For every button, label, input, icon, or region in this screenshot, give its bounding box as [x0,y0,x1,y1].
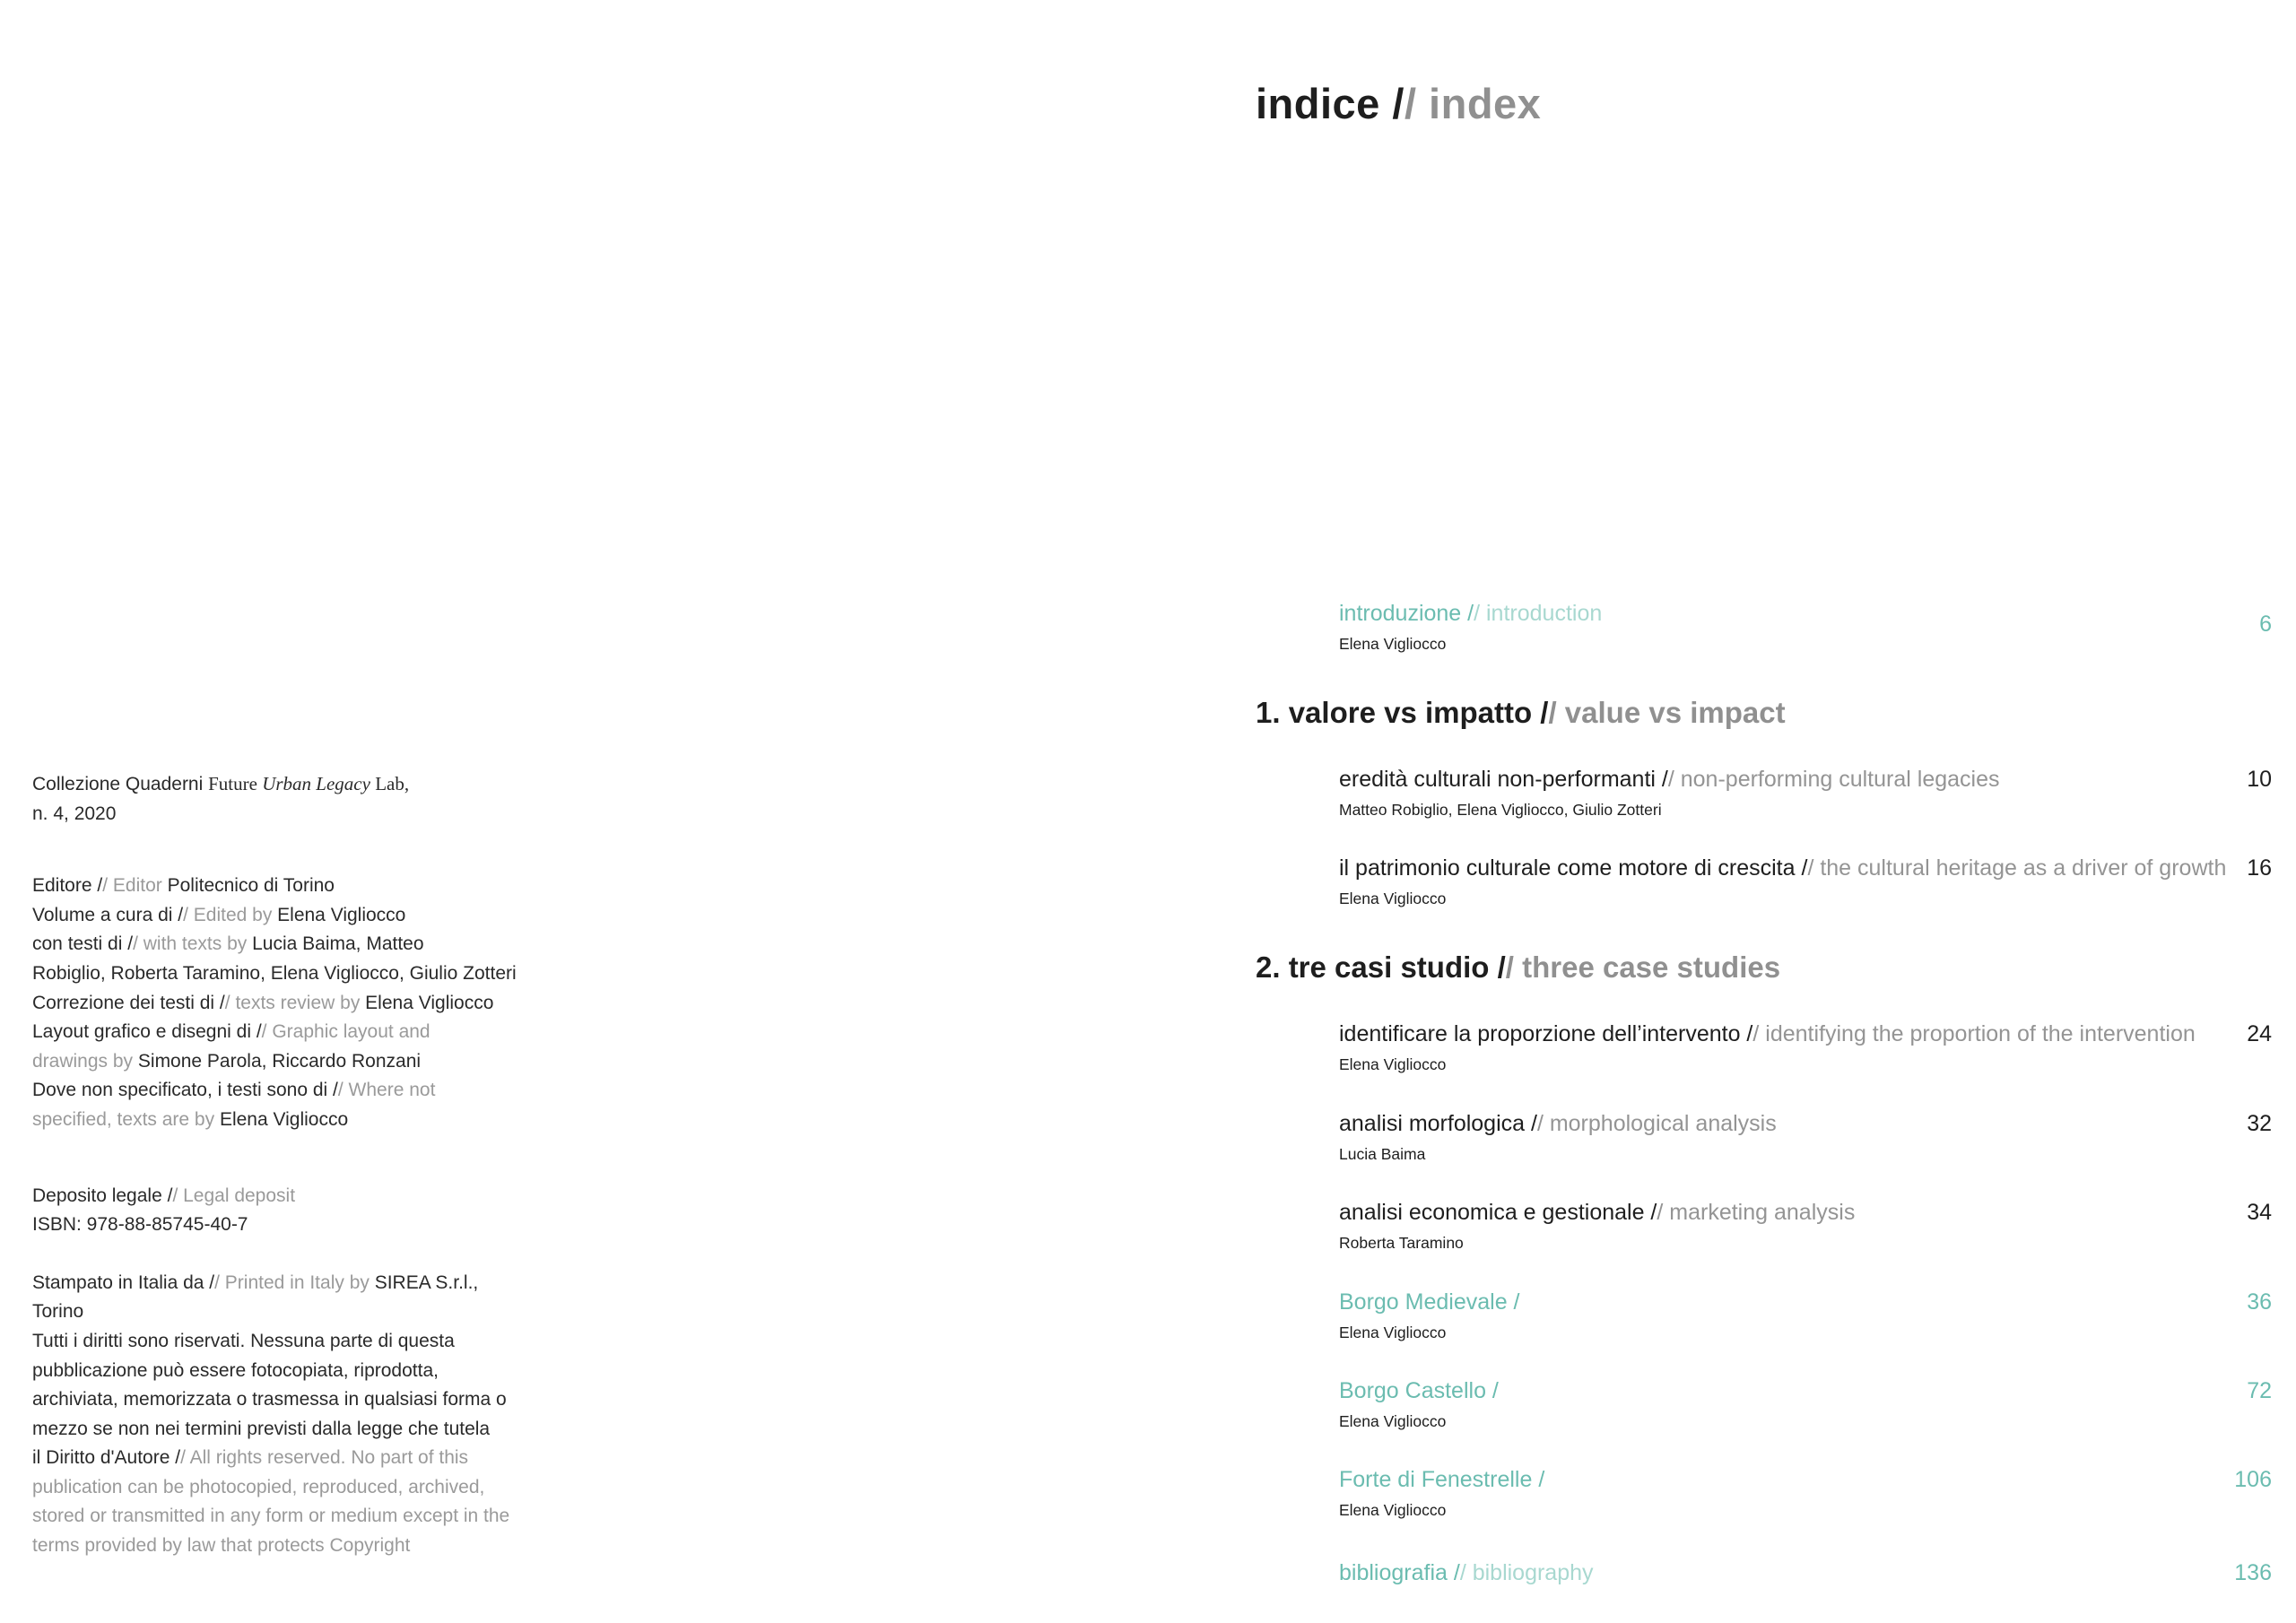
entry-page: 36 [2247,1289,2272,1315]
testi-line-2: Robiglio, Roberta Taramino, Elena Vigliocco, Giulio Zotteri [32,962,517,984]
entry-author: Elena Vigliocco [1339,1055,1447,1073]
toc-entry-bibliografia[interactable]: bibliografia // bibliography 136 [1339,1560,2272,1585]
entry-page: 24 [2247,1021,2272,1046]
series-future: Future [208,773,263,794]
entry-author: Roberta Taramino [1339,1234,1464,1252]
entry-author: Lucia Baima [1339,1145,1426,1163]
entry-author: Matteo Robiglio, Elena Vigliocco, Giulio Zotteri [1339,801,1662,819]
toc-entry-borgo-castello[interactable]: Borgo Castello / Elena Vigliocco 72 [1339,1378,2272,1430]
rights-it-4: mezzo se non nei termini previsti dalla legge che tutela [32,1418,491,1439]
entry-author: Elena Vigliocco [1339,1324,1447,1341]
toc-entry-proporzione[interactable]: identificare la proporzione dell’intervento // identifying the proportion of the intervention Elena Vigliocco 24 [1339,1021,2272,1073]
entry-page: 16 [2247,855,2272,881]
toc-entry-morfologica[interactable]: analisi morfologica // morphological analysis Lucia Baima 32 [1339,1111,2272,1163]
testi-line: con testi di // with texts by Lucia Baima, Matteo [32,933,424,955]
toc-entry-patrimonio[interactable]: il patrimonio culturale come motore di crescita // the cultural heritage as a driver of growth Elena Vigliocco 16 [1339,855,2272,907]
volume-line: Volume a cura di // Edited by Elena Vigliocco [32,904,406,925]
entry-author: Elena Vigliocco [1339,1501,1447,1519]
entry-page: 72 [2247,1378,2272,1403]
dove-line: Dove non specificato, i testi sono di // Where not [32,1080,436,1101]
colophon [32,769,535,1561]
section-heading-1: 1. valore vs impatto // value vs impact [1256,696,1786,729]
toc-entry-forte-fenestrelle[interactable]: Forte di Fenestrelle / Elena Vigliocco 106 [1339,1467,2272,1519]
entry-page: 34 [2247,1200,2272,1225]
toc-entry-economica[interactable]: analisi economica e gestionale // marketing analysis Roberta Taramino 34 [1339,1200,2272,1252]
deposito-line: Deposito legale // Legal deposit [32,1185,296,1206]
entry-page: 6 [2259,612,2272,637]
series-prefix: Collezione Quaderni [32,774,209,794]
layout-line: Layout grafico e disegni di // Graphic layout and [32,1021,430,1043]
series-number: n. 4, 2020 [32,803,117,824]
series-italic: Urban Legacy [262,773,370,794]
entry-author: Elena Vigliocco [1339,890,1447,907]
entry-author: Elena Vigliocco [1339,635,1447,653]
entry-page: 106 [2234,1467,2272,1492]
rights-it-2: pubblicazione può essere fotocopiata, riprodotta, [32,1359,439,1381]
page-title: indice // index [1256,80,1542,127]
entry-page: 136 [2234,1560,2272,1585]
series-line [32,769,535,800]
correzione-line: Correzione dei testi di // texts review by Elena Vigliocco [32,992,494,1013]
rights-en-4: terms provided by law that protects Copyright [32,1535,411,1557]
entry-author: Elena Vigliocco [1339,1412,1447,1430]
editore-line: Editore // Editor Politecnico di Torino [32,875,335,897]
stampato-line: Stampato in Italia da // Printed in Italy by SIREA S.r.l., [32,1271,479,1293]
rights-en-3: stored or transmitted in any form or medium except in the [32,1506,510,1527]
stampato-line-2: Torino [32,1301,84,1323]
rights-it-3: archiviata, memorizzata o trasmessa in qualsiasi forma o [32,1389,507,1410]
dove-line-2: specified, texts are by Elena Vigliocco [32,1108,349,1130]
entry-page: 32 [2247,1111,2272,1136]
isbn-line: ISBN: 978-88-85745-40-7 [32,1214,248,1236]
rights-en-2: publication can be photocopied, reproduced, archived, [32,1476,485,1497]
section-heading-2: 2. tre casi studio // three case studies [1256,950,1781,984]
layout-line-2: drawings by Simone Parola, Riccardo Ronzani [32,1050,422,1072]
entry-page: 10 [2247,767,2272,792]
series-lab: Lab, [370,773,410,794]
toc-entry-borgo-medievale[interactable]: Borgo Medievale / Elena Vigliocco 36 [1339,1289,2272,1341]
rights-mixed: il Diritto d'Autore // All rights reserved. No part of this [32,1447,469,1469]
toc-entry-eredita[interactable]: eredità culturali non-performanti // non-performing cultural legacies Matteo Robiglio, Elena Vigliocco, Giulio Zotteri 10 [1339,767,2272,819]
toc-entry-introduzione[interactable]: introduzione // introduction Elena Vigliocco 6 [1339,601,2272,653]
rights-it-1: Tutti i diritti sono riservati. Nessuna parte di questa [32,1330,455,1351]
